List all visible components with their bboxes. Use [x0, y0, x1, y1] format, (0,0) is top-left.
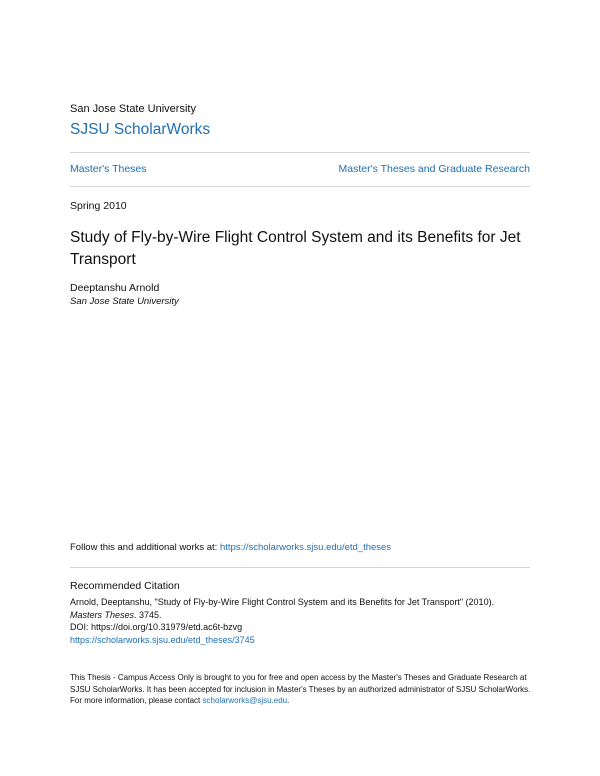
publication-date: Spring 2010: [70, 200, 127, 212]
citation-series-suffix: . 3745.: [134, 609, 162, 620]
university-name: San Jose State University: [70, 103, 196, 115]
access-notice: [70, 672, 535, 707]
author-name: Deeptanshu Arnold: [70, 282, 160, 294]
citation-heading: Recommended Citation: [70, 580, 180, 592]
citation-block: [70, 596, 540, 646]
divider-citation: [70, 567, 530, 568]
follow-line: [70, 542, 391, 553]
contact-email-link[interactable]: scholarworks@sjsu.edu: [202, 696, 288, 705]
author-affiliation: San Jose State University: [70, 296, 179, 307]
cover-page: [70, 0, 530, 776]
breadcrumb-masters-theses[interactable]: Master's Theses: [70, 163, 147, 175]
citation-series-line: [70, 609, 540, 622]
citation-doi: DOI: https://doi.org/10.31979/etd.ac6t-bzvg: [70, 622, 243, 632]
breadcrumb: [70, 163, 530, 175]
divider-top: [70, 152, 530, 153]
page-title: Study of Fly-by-Wire Flight Control System and its Benefits for Jet Transport: [70, 229, 521, 268]
notice-end: .: [287, 696, 290, 705]
notice-text: This Thesis - Campus Access Only is brought to you for free and open access by the Master's Theses and Graduate Research at SJSU ScholarWorks. It has been accepted for inclusion in Master's Theses by an authorized administrator of SJSU ScholarWorks. For more information, please contact: [70, 673, 531, 705]
repository-link[interactable]: SJSU ScholarWorks: [70, 121, 211, 138]
divider-breadcrumb: [70, 186, 530, 187]
citation-line: Arnold, Deeptanshu, "Study of Fly-by-Wire Flight Control System and its Benefits for Jet Transport" (2010).: [70, 597, 495, 607]
citation-series: Masters Theses: [70, 609, 135, 620]
citation-link[interactable]: https://scholarworks.sjsu.edu/etd_theses/3745: [70, 634, 255, 645]
follow-text: Follow this and additional works at:: [70, 542, 220, 553]
follow-link[interactable]: https://scholarworks.sjsu.edu/etd_theses: [219, 542, 392, 553]
breadcrumb-graduate-research[interactable]: Master's Theses and Graduate Research: [338, 163, 530, 175]
